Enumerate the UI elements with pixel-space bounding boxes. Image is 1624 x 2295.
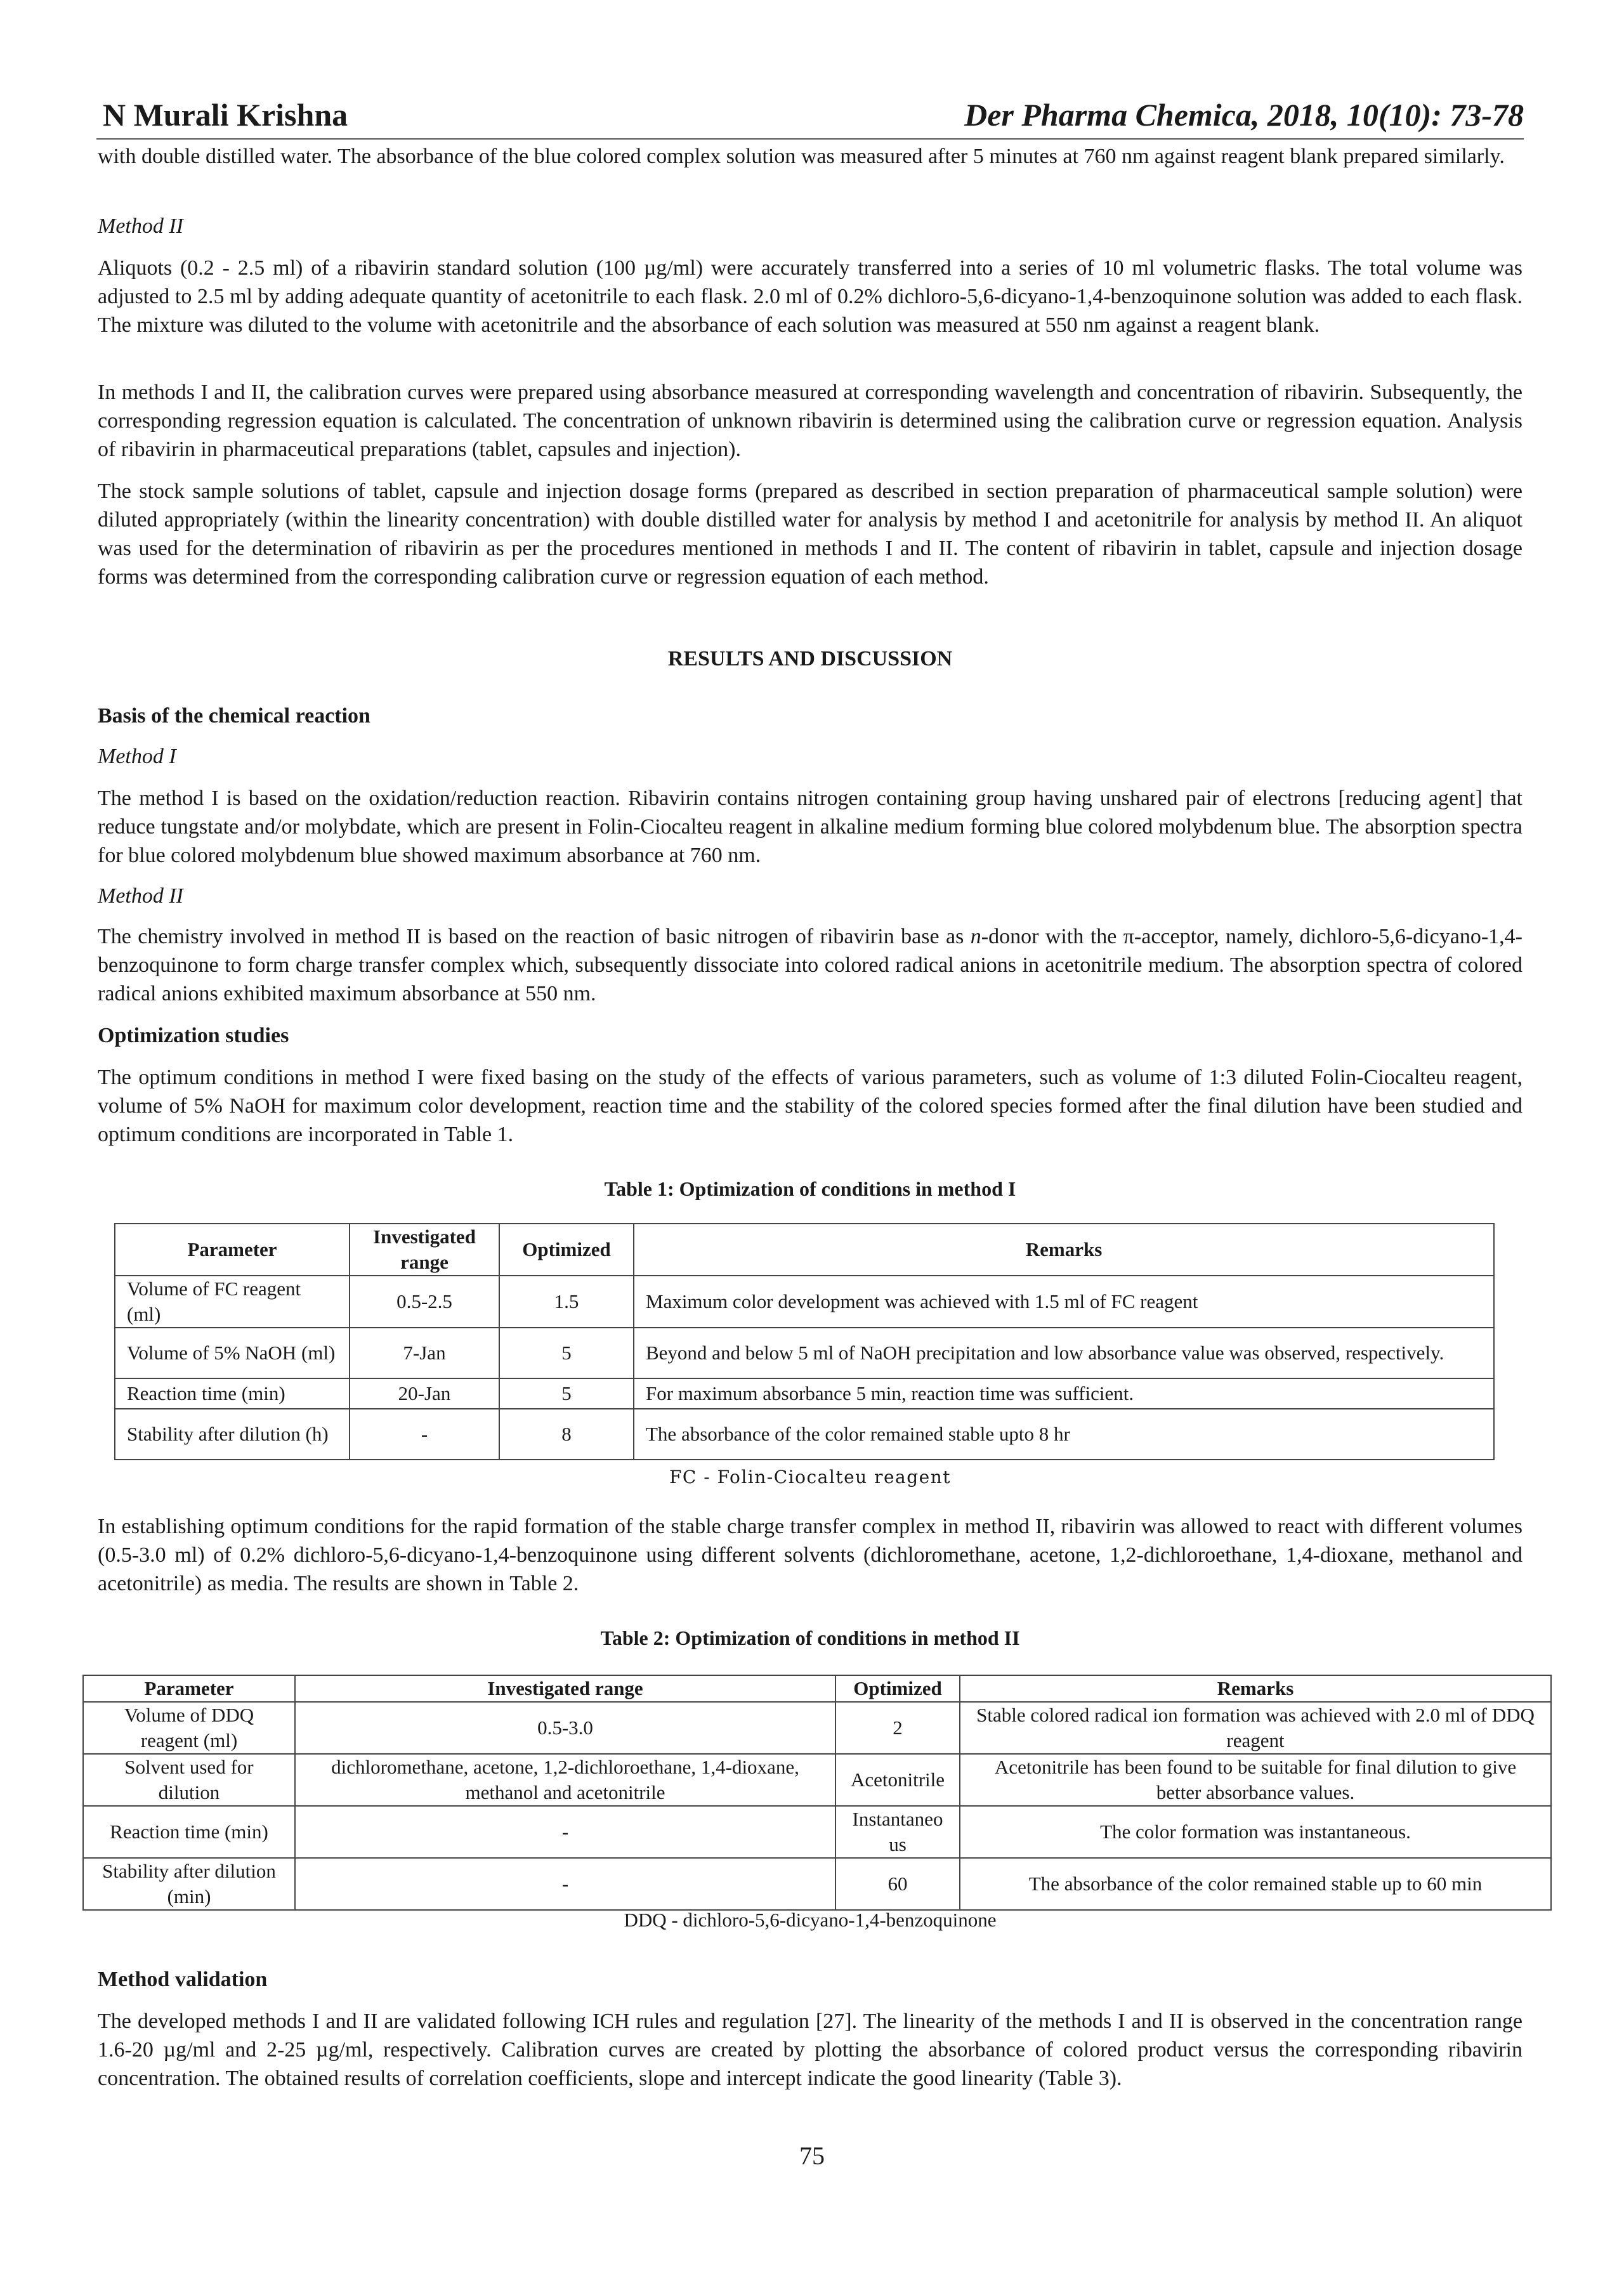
table-row bbox=[83, 1806, 1551, 1858]
table-row bbox=[83, 1754, 1551, 1806]
table1-header-row bbox=[115, 1224, 1494, 1276]
table1-cell: Beyond and below 5 ml of NaOH precipitation and low absorbance value was observed, respectively. bbox=[634, 1328, 1494, 1378]
table2-cell: Reaction time (min) bbox=[83, 1806, 295, 1858]
header-author: N Murali Krishna bbox=[103, 97, 348, 133]
method2-paragraph: Aliquots (0.2 - 2.5 ml) of a ribavirin standard solution (100 µg/ml) were accurately transferred into a series of 10 ml volumetric flasks. The total volume was adjusted to 2.5 ml by adding adequate quantity of acetonitrile to each flask. 2.0 ml of 0.2% dichloro-5,6-dicyano-1,4-benzoquinone solution was added to each flask. The mixture was diluted to the volume with acetonitrile and the absorbance of each solution was measured at 550 nm against a reagent blank. bbox=[98, 256, 1522, 337]
table1-header-cell: Remarks bbox=[634, 1224, 1494, 1276]
table2-cell: 60 bbox=[835, 1858, 960, 1910]
basis-method2-text-a: The chemistry involved in method II is based on the reaction of basic nitrogen of ribavirin base as bbox=[98, 925, 971, 948]
table1-cell: For maximum absorbance 5 min, reaction time was sufficient. bbox=[634, 1378, 1494, 1409]
table1-cell: 5 bbox=[499, 1378, 634, 1409]
method2-subheading: Method II bbox=[98, 214, 184, 238]
table-row bbox=[115, 1328, 1494, 1378]
table1-cell: Reaction time (min) bbox=[115, 1378, 350, 1409]
table1-header-cell: Investigated range bbox=[350, 1224, 499, 1276]
table1-cell: 1.5 bbox=[499, 1276, 634, 1328]
calibration-paragraph: In methods I and II, the calibration curves were prepared using absorbance measured at corresponding wavelength and concentration of ribavirin. Subsequently, the corresponding regression equation is calculated. The concentration of unknown ribavirin is determined using the calibration curve or regression equation. Analysis of ribavirin in pharmaceutical preparations (tablet, capsules and injection). bbox=[98, 381, 1522, 461]
basis-method2-paragraph bbox=[98, 922, 1522, 1008]
table-row bbox=[115, 1409, 1494, 1460]
table1-cell: Volume of FC reagent (ml) bbox=[115, 1276, 350, 1328]
basis-heading: Basis of the chemical reaction bbox=[98, 704, 370, 728]
header-journal: Der Pharma Chemica, 2018, 10(10): 73-78 bbox=[964, 97, 1524, 133]
basis-method1-paragraph: The method I is based on the oxidation/reduction reaction. Ribavirin contains nitrogen containing group having unshared pair of electrons [reducing agent] that reduce tungstate and/or molybdate, which are present in Folin-Ciocalteu reagent in alkaline medium forming blue colored molybdenum blue. The absorption spectra for blue colored molybdenum blue showed maximum absorbance at 760 nm. bbox=[98, 787, 1522, 867]
basis-method2-text-b: -donor with the π-acceptor, namely, dichloro-5,6-dicyano-1,4-benzoquinone to form charge transfer complex which, subsequently dissociate into colored radical anions in acetonitrile medium. The absorption spectra of colored radical anions exhibited maximum absorbance at 550 nm. bbox=[98, 925, 1522, 1005]
table2-cell: Acetonitrile has been found to be suitable for final dilution to give better absorbance values. bbox=[960, 1754, 1551, 1806]
table1-footnote: FC - Folin-Ciocalteu reagent bbox=[669, 1467, 952, 1488]
table1-cell: 0.5-2.5 bbox=[350, 1276, 499, 1328]
table2-cell: Stability after dilution (min) bbox=[83, 1858, 295, 1910]
table2-cell: Instantaneous bbox=[835, 1806, 960, 1858]
table2-footnote: DDQ - dichloro-5,6-dicyano-1,4-benzoquinone bbox=[624, 1909, 997, 1931]
table-row bbox=[83, 1702, 1551, 1754]
table1-cell: - bbox=[350, 1409, 499, 1460]
results-heading: RESULTS AND DISCUSSION bbox=[667, 647, 953, 670]
table2-cell: Solvent used for dilution bbox=[83, 1754, 295, 1806]
table1-cell: 8 bbox=[499, 1409, 634, 1460]
table1-cell: Maximum color development was achieved with 1.5 ml of FC reagent bbox=[634, 1276, 1494, 1328]
table-row bbox=[115, 1378, 1494, 1409]
table2-cell: 0.5-3.0 bbox=[295, 1702, 835, 1754]
method1-subheading: Method I bbox=[98, 745, 176, 768]
table1-cell: The absorbance of the color remained stable upto 8 hr bbox=[634, 1409, 1494, 1460]
table1-cell: 5 bbox=[499, 1328, 634, 1378]
optimization-paragraph: The optimum conditions in method I were fixed basing on the study of the effects of various parameters, such as volume of 1:3 diluted Folin-Ciocalteu reagent, volume of 5% NaOH for maximum color development, reaction time and the stability of the colored species formed after the final dilution have been studied and optimum conditions are incorporated in Table 1. bbox=[98, 1066, 1522, 1146]
table2-header-cell: Optimized bbox=[835, 1675, 960, 1702]
table2-cell: dichloromethane, acetone, 1,2-dichloroethane, 1,4-dioxane, methanol and acetonitrile bbox=[295, 1754, 835, 1806]
table2-header-row bbox=[83, 1675, 1551, 1702]
table1-caption: Table 1: Optimization of conditions in method I bbox=[604, 1177, 1016, 1200]
validation-heading: Method validation bbox=[98, 1968, 268, 1991]
intro-paragraph-block bbox=[98, 142, 1522, 171]
table2-intro-paragraph: In establishing optimum conditions for the rapid formation of the stable charge transfer complex in method II, ribavirin was allowed to react with different volumes (0.5-3.0 ml) of 0.2% dichloro-5,6-dicyano-1,4-benzoquinone using different solvents (dichloromethane, acetone, 1,2-dichloroethane, 1,4-dioxane, methanol and acetonitrile) as media. The results are shown in Table 2. bbox=[98, 1515, 1522, 1595]
table-row bbox=[83, 1858, 1551, 1910]
table2-cell: 2 bbox=[835, 1702, 960, 1754]
table1-header-cell: Parameter bbox=[115, 1224, 350, 1276]
table2-header-cell: Investigated range bbox=[295, 1675, 835, 1702]
table1-header-cell: Optimized bbox=[499, 1224, 634, 1276]
stock-paragraph: The stock sample solutions of tablet, capsule and injection dosage forms (prepared as described in section preparation of pharmaceutical sample solution) were diluted appropriately (within the linearity concentration) with double distilled water for analysis by method I and acetonitrile for analysis by method II. An aliquot was used for the determination of ribavirin as per the procedures mentioned in methods I and II. The content of ribavirin in tablet, capsule and injection dosage forms was determined from the corresponding calibration curve or regression equation of each method. bbox=[98, 480, 1522, 589]
table2-cell: - bbox=[295, 1858, 835, 1910]
table2-header-cell: Remarks bbox=[960, 1675, 1551, 1702]
intro-paragraph: with double distilled water. The absorbance of the blue colored complex solution was measured after 5 minutes at 760 nm against reagent blank prepared similarly. bbox=[98, 145, 1505, 168]
running-header bbox=[96, 96, 1524, 140]
table2-cell: The absorbance of the color remained stable up to 60 min bbox=[960, 1858, 1551, 1910]
method2b-subheading: Method II bbox=[98, 884, 184, 908]
table2-cell: Volume of DDQ reagent (ml) bbox=[83, 1702, 295, 1754]
table2-caption: Table 2: Optimization of conditions in method II bbox=[600, 1626, 1020, 1649]
table1 bbox=[114, 1223, 1495, 1460]
table1-cell: Volume of 5% NaOH (ml) bbox=[115, 1328, 350, 1378]
table2-cell: Acetonitrile bbox=[835, 1754, 960, 1806]
basis-method2-n: n bbox=[970, 925, 981, 948]
optimization-heading: Optimization studies bbox=[98, 1024, 289, 1047]
validation-paragraph: The developed methods I and II are validated following ICH rules and regulation [27]. The linearity of the methods I and II is observed in the concentration range 1.6-20 µg/ml and 2-25 µg/ml, respectively. Calibration curves are created by plotting the absorbance of colored product versus the corresponding ribavirin concentration. The obtained results of correlation coefficients, slope and intercept indicate the good linearity (Table 3). bbox=[98, 2010, 1522, 2090]
table2-cell: - bbox=[295, 1806, 835, 1858]
table2-header-cell: Parameter bbox=[83, 1675, 295, 1702]
table1-cell: Stability after dilution (h) bbox=[115, 1409, 350, 1460]
table2-cell: The color formation was instantaneous. bbox=[960, 1806, 1551, 1858]
page-number: 75 bbox=[799, 2141, 825, 2170]
table2 bbox=[82, 1675, 1552, 1911]
table1-cell: 7-Jan bbox=[350, 1328, 499, 1378]
table2-cell: Stable colored radical ion formation was achieved with 2.0 ml of DDQ reagent bbox=[960, 1702, 1551, 1754]
table1-cell: 20-Jan bbox=[350, 1378, 499, 1409]
table-row bbox=[115, 1276, 1494, 1328]
